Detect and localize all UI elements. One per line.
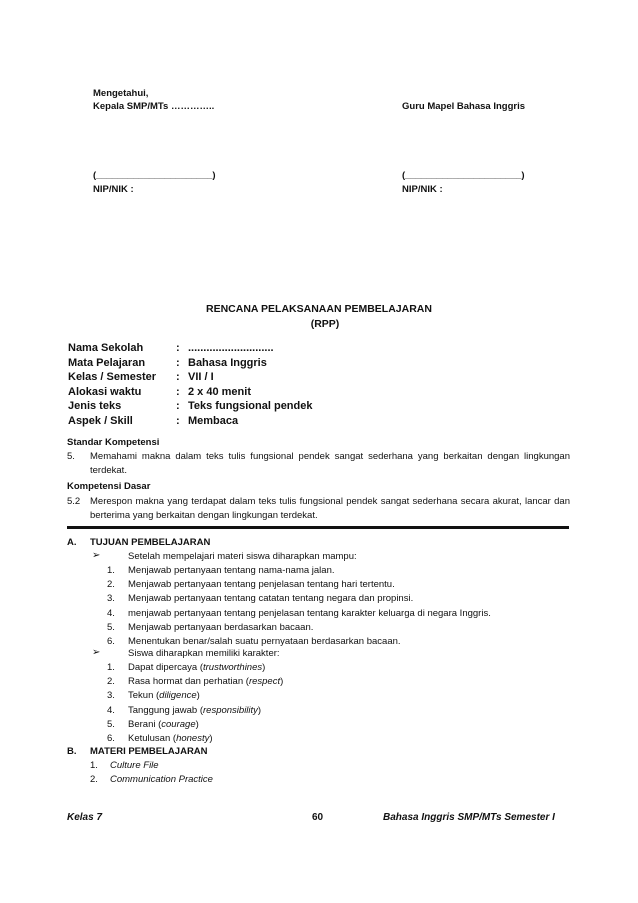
info-colon: :	[176, 356, 180, 369]
info-value: VII / I	[188, 371, 214, 383]
arrow-bullet-icon: ➢	[92, 647, 101, 658]
document-subtitle: (RPP)	[310, 318, 340, 330]
info-value: Teks fungsional pendek	[188, 400, 313, 412]
kompetensi-num: 5.2	[67, 496, 81, 507]
goal-number: 2.	[107, 579, 115, 591]
section-b-heading: MATERI PEMBELAJARAN	[90, 746, 208, 757]
section-b-letter: B.	[67, 746, 77, 757]
character-english: responsibility	[203, 704, 258, 716]
section-a-letter: A.	[67, 537, 77, 548]
character-item	[128, 662, 265, 673]
materi-number: 1.	[90, 760, 98, 771]
character-text: Dapat dipercaya (	[128, 662, 203, 673]
materi-text: Communication Practice	[110, 774, 213, 786]
info-value: Bahasa Inggris	[188, 356, 267, 369]
materi-text: Culture File	[110, 760, 159, 771]
footer-subject: Bahasa Inggris SMP/MTs Semester I	[383, 812, 555, 823]
info-key: Alokasi waktu	[68, 385, 142, 398]
section-a-intro2: Siswa diharapkan memiliki karakter:	[128, 648, 280, 659]
kompetensi-text: Merespon makna yang terdapat dalam teks tulis fungsional pendek sangat sederhana secara akurat, lancar dan berterima yang berkaitan dengan lingkungan terdekat.	[90, 496, 570, 521]
character-number: 1.	[107, 662, 115, 673]
info-colon: :	[176, 342, 180, 354]
character-close: )	[262, 662, 266, 673]
footer-class: Kelas 7	[67, 812, 103, 823]
character-number: 3.	[107, 690, 115, 702]
goal-number: 3.	[107, 593, 115, 605]
signature-principal-nip: NIP/NIK :	[93, 184, 134, 195]
character-close: )	[257, 704, 262, 716]
character-number: 6.	[107, 733, 115, 744]
character-text: Tekun (	[128, 690, 160, 702]
info-value: Membaca	[188, 414, 239, 427]
goal-number: 4.	[107, 607, 115, 619]
character-number: 2.	[107, 676, 115, 688]
info-colon: :	[176, 371, 180, 383]
goal-number: 6.	[107, 636, 115, 647]
character-english: courage	[161, 718, 196, 730]
goal-text: Menjawab pertanyaan berdasarkan bacaan.	[128, 621, 314, 633]
arrow-bullet-icon: ➢	[92, 550, 101, 561]
section-a-intro1: Setelah mempelajari materi siswa diharapkan mampu:	[128, 551, 357, 562]
info-colon: :	[176, 414, 180, 427]
standar-label: Standar Kompetensi	[67, 437, 160, 448]
signature-known-label: Mengetahui,	[93, 88, 149, 99]
goal-text: menjawab pertanyaan tentang penjelasan tentang karakter keluarga di negara Inggris.	[128, 607, 491, 619]
signature-teacher-blank: (______________________)	[402, 170, 525, 181]
info-colon: :	[176, 385, 180, 398]
goal-text: Menjawab pertanyaan tentang penjelasan tentang hari tertentu.	[128, 579, 395, 591]
section-a-heading: TUJUAN PEMBELAJARAN	[90, 537, 211, 548]
materi-number: 2.	[90, 774, 98, 786]
character-text: Berani (	[128, 718, 162, 730]
character-english: honesty	[176, 733, 210, 744]
character-english: respect	[248, 676, 281, 688]
character-item	[128, 719, 199, 730]
goal-number: 1.	[107, 565, 115, 576]
character-close: )	[196, 690, 200, 702]
signature-principal-role: Kepala SMP/MTs …………..	[93, 101, 215, 112]
character-english: trustworthines	[202, 662, 263, 673]
signature-teacher-role: Guru Mapel Bahasa Inggris	[402, 101, 525, 112]
character-text: Tanggung jawab (	[128, 704, 203, 716]
character-english: diligence	[159, 690, 197, 702]
document-title: RENCANA PELAKSANAAN PEMBELAJARAN	[206, 303, 432, 315]
character-item	[128, 705, 261, 716]
info-key: Jenis teks	[68, 400, 122, 412]
standar-text: Memahami makna dalam teks tulis fungsional pendek sangat sederhana yang berkaitan dengan lingkungan terdekat.	[90, 451, 570, 476]
info-key: Kelas / Semester	[68, 371, 157, 383]
goal-text: Menentukan benar/salah suatu pernyataan berdasarkan bacaan.	[128, 636, 401, 647]
info-key: Nama Sekolah	[68, 342, 144, 354]
character-text: Ketulusan (	[128, 733, 177, 744]
info-colon: :	[176, 400, 180, 412]
character-item	[128, 676, 283, 687]
character-item	[128, 690, 200, 701]
character-item	[128, 733, 213, 744]
character-number: 5.	[107, 718, 115, 730]
goal-number: 5.	[107, 621, 115, 633]
kompetensi-label: Kompetensi Dasar	[67, 481, 151, 492]
character-number: 4.	[107, 704, 115, 716]
info-key: Aspek / Skill	[68, 414, 133, 427]
signature-teacher-nip: NIP/NIK :	[402, 184, 443, 195]
goal-text: Menjawab pertanyaan tentang catatan tentang negara dan propinsi.	[128, 593, 414, 605]
character-text: Rasa hormat dan perhatian (	[128, 676, 249, 688]
character-close: )	[195, 718, 199, 730]
goal-text: Menjawab pertanyaan tentang nama-nama jalan.	[128, 565, 335, 576]
character-close: )	[209, 733, 213, 744]
standar-num: 5.	[67, 451, 75, 462]
page-number: 60	[312, 812, 324, 823]
character-close: )	[280, 676, 284, 688]
info-value: ............................	[188, 342, 274, 354]
info-key: Mata Pelajaran	[68, 356, 146, 369]
signature-principal-blank: (______________________)	[93, 170, 216, 181]
info-value: 2 x 40 menit	[188, 385, 251, 398]
section-divider	[67, 526, 569, 529]
